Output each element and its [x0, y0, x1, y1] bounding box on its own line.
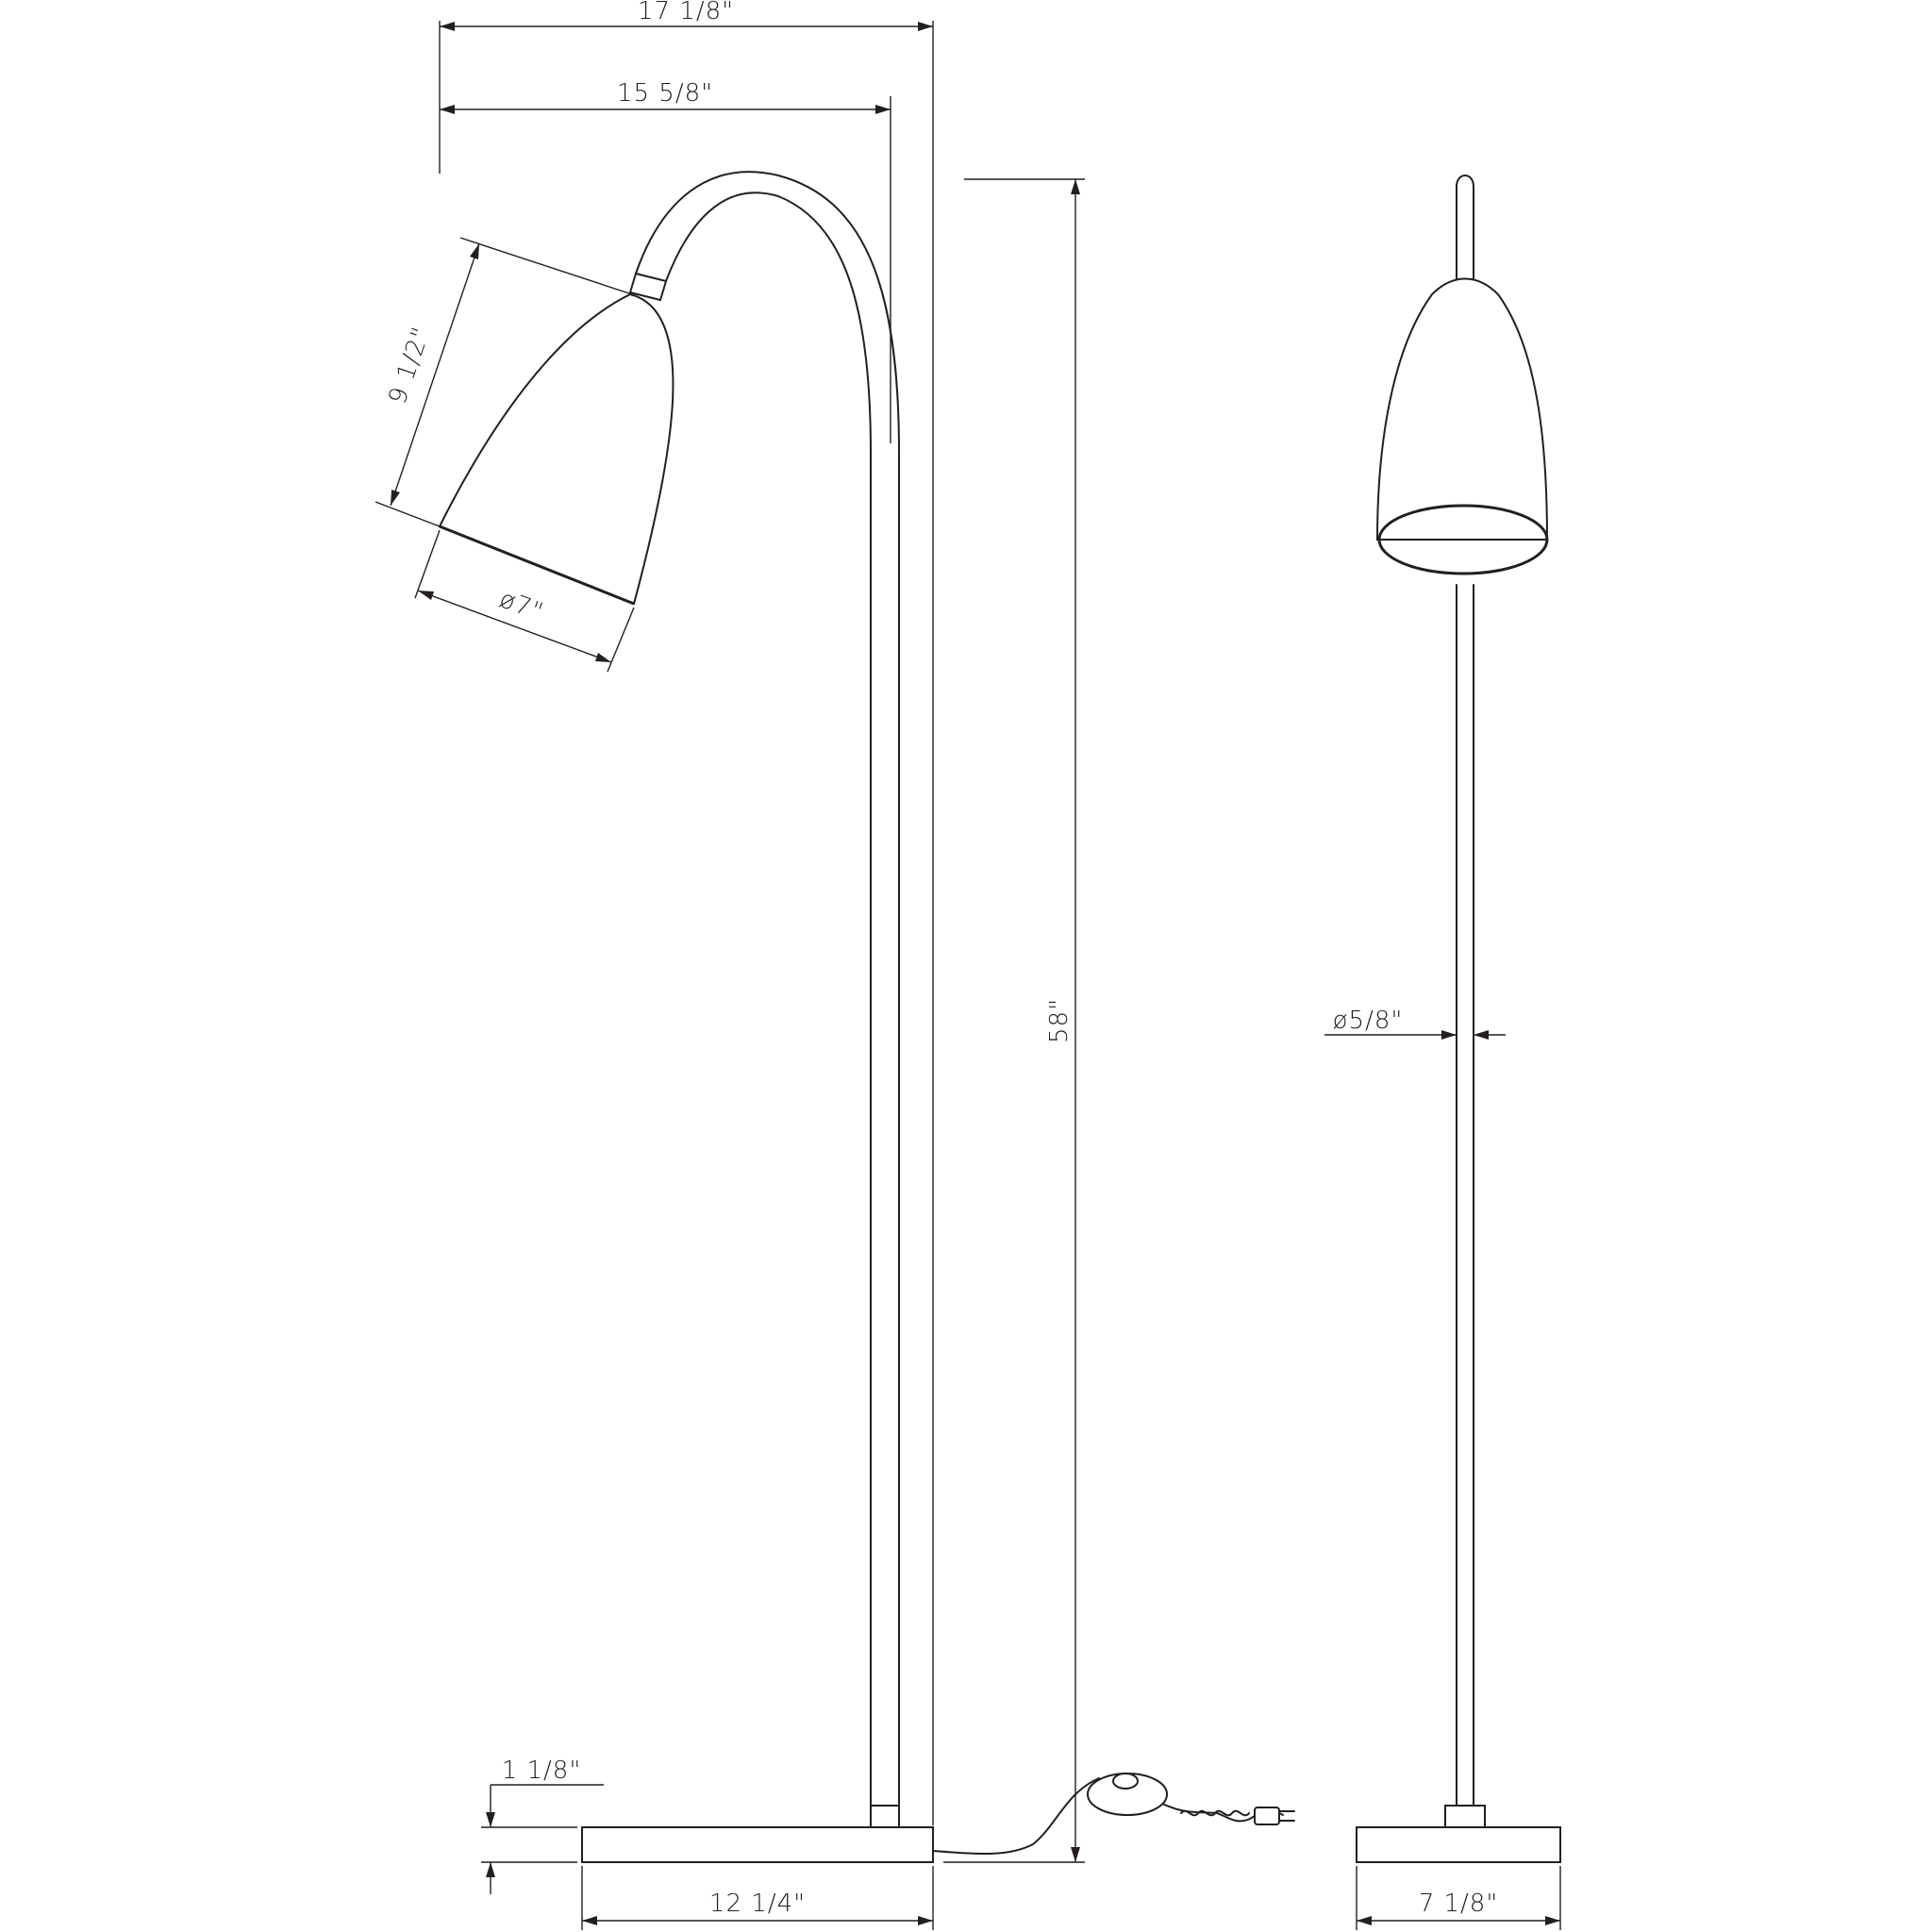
dim-base-depth-label: 7 1/8" — [1418, 1890, 1499, 1918]
dim-base-depth — [1357, 1866, 1560, 1930]
plug-icon — [1255, 1807, 1294, 1824]
foot-switch-button — [1113, 1774, 1138, 1789]
dim-overall-width-label: 17 1/8" — [637, 0, 735, 25]
dim-shade-diameter-label: ø7" — [495, 585, 548, 627]
dim-pole-diameter-label: ø5/8" — [1332, 1007, 1404, 1035]
dim-base-height — [481, 1757, 604, 1894]
side-arm-outer — [636, 172, 899, 1806]
power-cord — [933, 1778, 1099, 1854]
dim-pole-diameter — [1324, 1007, 1506, 1040]
front-collar — [1445, 1806, 1485, 1827]
front-shade — [1377, 279, 1547, 541]
side-view — [375, 0, 1294, 1930]
dim-overall-height — [943, 179, 1085, 1862]
side-shade — [440, 294, 673, 604]
side-base — [582, 1827, 933, 1862]
dim-overall-height-label: 58" — [1045, 997, 1074, 1044]
dim-base-width-label: 12 1/4" — [708, 1890, 807, 1918]
front-view — [1324, 175, 1560, 1930]
side-arm-inner — [666, 192, 871, 1806]
side-collar — [871, 1806, 899, 1827]
dim-base-width — [582, 1866, 933, 1930]
dim-base-height-label: 1 1/8" — [501, 1757, 582, 1785]
front-base — [1357, 1827, 1560, 1862]
front-top-stub — [1457, 175, 1474, 279]
dim-arm-reach-label: 15 5/8" — [616, 79, 714, 108]
dim-shade-length-label: 9 1/2" — [383, 323, 437, 408]
dim-overall-width — [440, 0, 933, 1825]
